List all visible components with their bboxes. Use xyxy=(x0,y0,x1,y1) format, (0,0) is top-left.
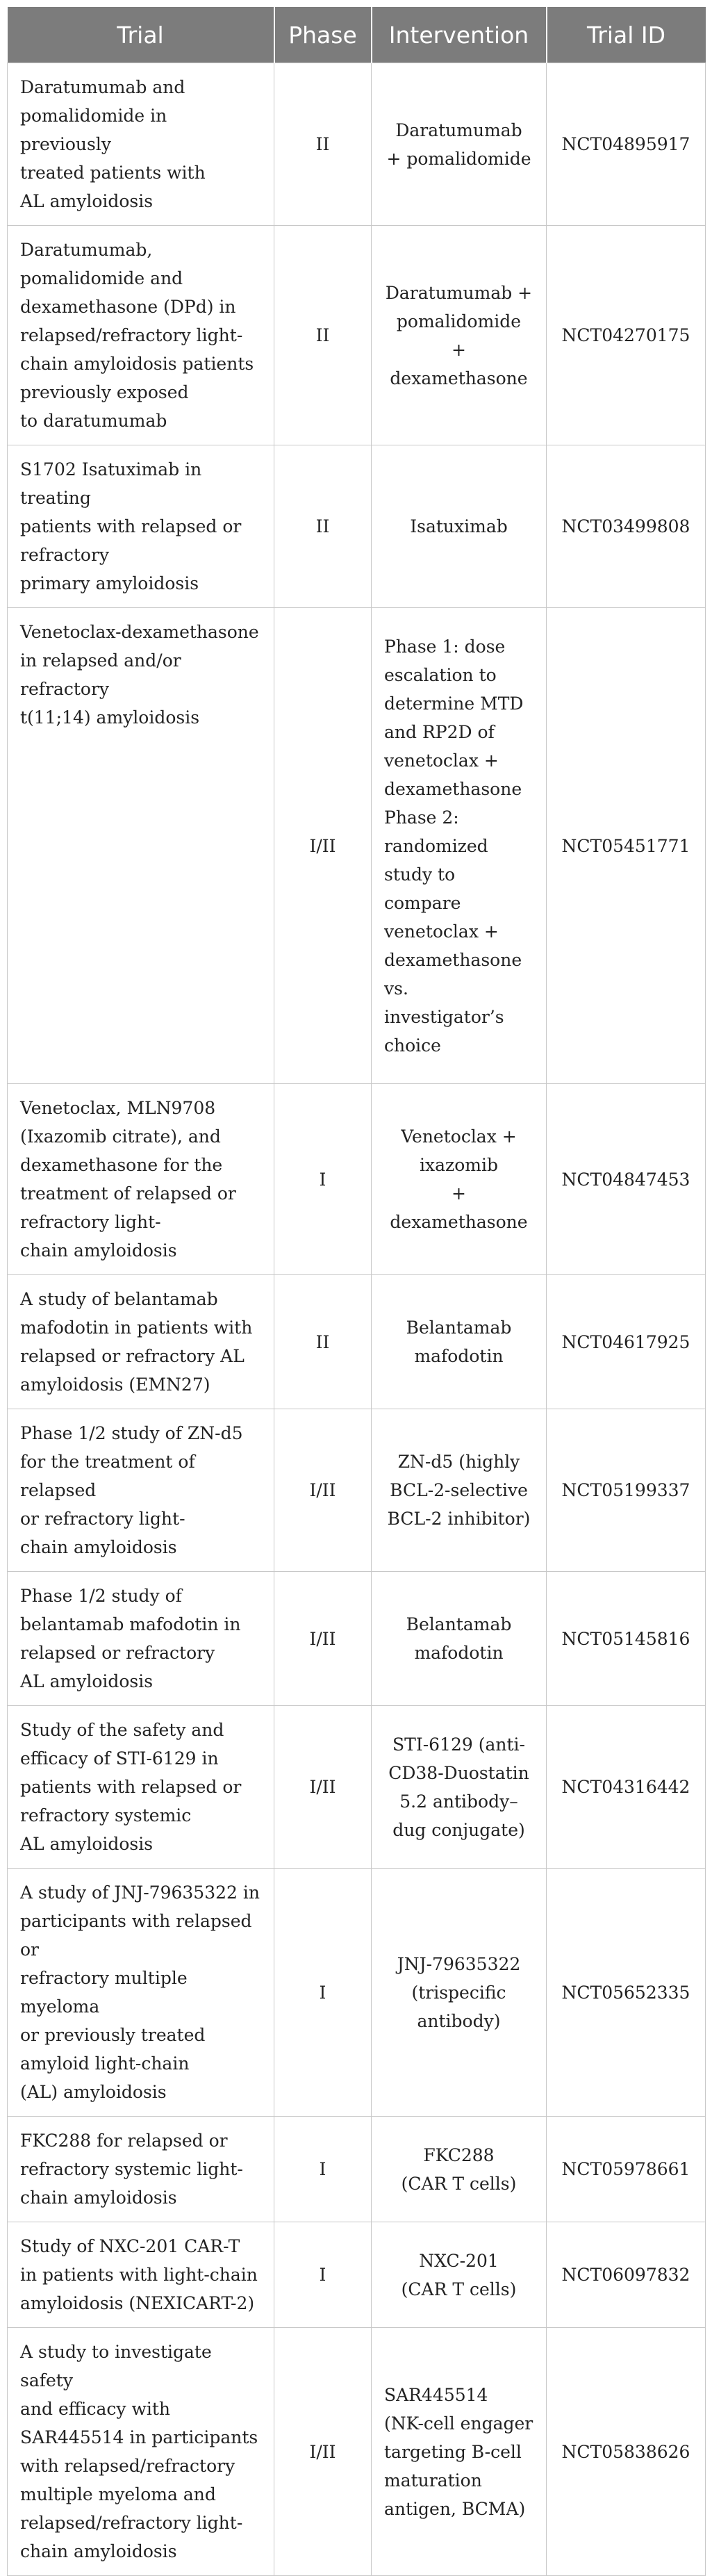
header-intervention: Intervention xyxy=(372,7,547,63)
trial-id-cell: NCT03499808 xyxy=(547,445,706,608)
intervention-cell xyxy=(372,1706,547,1869)
intervention-cell-line: choice xyxy=(384,1035,441,1056)
phase-cell: I xyxy=(274,2222,372,2328)
trial-id-cell: NCT05199337 xyxy=(547,1409,706,1572)
intervention-cell-line: ixazomib xyxy=(420,1155,498,1175)
trial-name-cell-line: dexamethasone for the xyxy=(20,1155,223,1175)
table-row xyxy=(8,226,706,445)
trial-name-cell-line: refractory xyxy=(20,545,110,565)
header-phase: Phase xyxy=(274,7,372,63)
trial-name-cell-line: or previously treated xyxy=(20,2025,206,2045)
trial-name-cell-line: multiple myeloma and xyxy=(20,2484,216,2504)
trial-name-cell-line xyxy=(20,903,261,931)
intervention-cell-line: targeting B-cell xyxy=(384,2441,522,2462)
intervention-cell xyxy=(372,445,547,608)
trial-name-cell-line: refractory multiple myeloma xyxy=(20,1968,188,2017)
trial-name-cell-line xyxy=(20,789,261,817)
trial-name-cell-line: in patients with light-chain xyxy=(20,2265,258,2285)
trial-id-cell: NCT05145816 xyxy=(547,1572,706,1706)
intervention-cell-line: antibody) xyxy=(417,2010,501,2031)
trial-id-cell: NCT05451771 xyxy=(547,608,706,1084)
trial-name-cell-line: for the treatment of relapsed xyxy=(20,1452,195,1500)
intervention-cell-line: dexamethasone xyxy=(384,778,522,799)
intervention-cell-line: ZN-d5 (highly xyxy=(397,1452,520,1472)
table-body xyxy=(8,63,706,2576)
intervention-cell-line: mafodotin xyxy=(414,1346,504,1366)
table-header xyxy=(8,7,706,63)
trial-name-cell-line: amyloidosis (EMN27) xyxy=(20,1375,210,1395)
intervention-cell xyxy=(372,1869,547,2117)
trial-name-cell-line: chain amyloidosis xyxy=(20,1240,177,1261)
trial-id-cell: NCT05978661 xyxy=(547,2117,706,2222)
intervention-cell-line: antigen, BCMA) xyxy=(384,2498,526,2519)
header-trial: Trial xyxy=(8,7,274,63)
table-row xyxy=(8,445,706,608)
trial-id-cell: NCT04316442 xyxy=(547,1706,706,1869)
table-row xyxy=(8,1275,706,1409)
trial-name-cell-line: refractory systemic light- xyxy=(20,2159,243,2179)
table-row xyxy=(8,63,706,226)
trial-name-cell-line: AL amyloidosis xyxy=(20,1834,154,1854)
trial-name-cell xyxy=(8,1409,274,1572)
intervention-cell-line: Venetoclax + xyxy=(401,1126,517,1147)
table-row xyxy=(8,1706,706,1869)
trial-name-cell xyxy=(8,445,274,608)
intervention-cell-line: determine MTD xyxy=(384,693,524,714)
trial-name-cell-line: FKC288 for relapsed or xyxy=(20,2131,228,2151)
trial-id-cell: NCT04617925 xyxy=(547,1275,706,1409)
trial-name-cell-line: chain amyloidosis xyxy=(20,2541,177,2561)
trial-name-cell-line: mafodotin in patients with xyxy=(20,1318,253,1338)
phase-cell: II xyxy=(274,226,372,445)
trial-name-cell xyxy=(8,1275,274,1409)
intervention-cell-line: CD38-Duostatin xyxy=(388,1762,529,1783)
intervention-cell-line: mafodotin xyxy=(414,1643,504,1663)
trial-name-cell-line: (Ixazomib citrate), and xyxy=(20,1126,221,1147)
trial-name-cell-line xyxy=(20,1045,261,1074)
trial-id-cell: NCT05838626 xyxy=(547,2328,706,2576)
intervention-cell-line: + dexamethasone xyxy=(390,339,528,388)
trial-name-cell-line: patients with relapsed or xyxy=(20,516,242,536)
intervention-cell-line: NXC-201 xyxy=(419,2250,499,2271)
table-row xyxy=(8,1084,706,1275)
trial-name-cell-line: A study to investigate safety xyxy=(20,2342,212,2390)
table-row xyxy=(8,2117,706,2222)
intervention-cell-line: 5.2 antibody– xyxy=(399,1791,518,1812)
intervention-cell xyxy=(372,226,547,445)
trial-id-cell: NCT04270175 xyxy=(547,226,706,445)
trial-name-cell-line: treated patients with xyxy=(20,163,206,183)
trial-name-cell-line: chain amyloidosis xyxy=(20,2188,177,2208)
intervention-cell-line: and RP2D of xyxy=(384,721,495,742)
header-trial-id: Trial ID xyxy=(547,7,706,63)
trial-name-cell-line: Phase 1/2 study of xyxy=(20,1586,182,1606)
trial-name-cell xyxy=(8,2117,274,2222)
intervention-cell-line: escalation to xyxy=(384,664,497,685)
trial-name-cell-line: pomalidomide in previously xyxy=(20,106,167,154)
trial-id-cell: NCT04847453 xyxy=(547,1084,706,1275)
trial-name-cell xyxy=(8,226,274,445)
trial-name-cell-line xyxy=(20,960,261,988)
intervention-cell-line: + dexamethasone xyxy=(390,1183,528,1232)
intervention-cell-line: randomized xyxy=(384,835,488,856)
intervention-cell xyxy=(372,2117,547,2222)
trial-name-cell-line: with relapsed/refractory xyxy=(20,2456,235,2476)
trial-name-cell-line: chain amyloidosis xyxy=(20,1537,177,1557)
intervention-cell-line: study to compare xyxy=(384,864,461,913)
phase-cell: I/II xyxy=(274,2328,372,2576)
intervention-cell-line: maturation xyxy=(384,2470,482,2491)
trial-name-cell-line xyxy=(20,732,261,760)
trial-name-cell-line: or refractory light- xyxy=(20,1509,185,1529)
intervention-cell-line: Daratumumab xyxy=(395,120,522,140)
trial-name-cell-line: relapsed/refractory light- xyxy=(20,325,243,345)
trial-id-cell: NCT05652335 xyxy=(547,1869,706,2117)
intervention-cell-line: venetoclax + xyxy=(384,750,499,771)
intervention-cell-line: STI-6129 (anti- xyxy=(392,1734,525,1755)
trial-name-cell-line: Study of the safety and xyxy=(20,1720,224,1740)
trial-name-cell xyxy=(8,1706,274,1869)
intervention-cell-line: pomalidomide xyxy=(396,311,522,331)
intervention-cell-line: FKC288 xyxy=(423,2144,495,2165)
trial-name-cell xyxy=(8,608,274,1084)
trial-name-cell-line: primary amyloidosis xyxy=(20,573,199,593)
phase-cell: I xyxy=(274,1869,372,2117)
trial-name-cell-line: t(11;14) amyloidosis xyxy=(20,707,200,728)
intervention-cell-line: investigator’s xyxy=(384,1006,504,1027)
trial-name-cell xyxy=(8,63,274,226)
trial-name-cell-line xyxy=(20,988,261,1017)
trial-name-cell-line: A study of belantamab xyxy=(20,1289,218,1309)
intervention-cell xyxy=(372,2328,547,2576)
trial-name-cell-line: (AL) amyloidosis xyxy=(20,2082,167,2102)
intervention-cell-line: Phase 1: dose xyxy=(384,636,506,657)
intervention-cell-line: + pomalidomide xyxy=(386,148,531,169)
trial-name-cell-line: dexamethasone (DPd) in xyxy=(20,297,236,317)
intervention-cell-line: vs. xyxy=(384,978,408,999)
intervention-cell-line: dexamethasone xyxy=(384,949,522,970)
intervention-cell-line: SAR445514 xyxy=(384,2384,488,2405)
trial-name-cell-line: Study of NXC-201 CAR-T xyxy=(20,2236,240,2256)
trial-name-cell-line: previously exposed xyxy=(20,382,189,402)
trial-name-cell-line xyxy=(20,846,261,874)
table-row xyxy=(8,1409,706,1572)
intervention-cell xyxy=(372,1275,547,1409)
intervention-cell-line: (trispecific xyxy=(411,1982,506,2003)
trial-name-cell-line: A study of JNJ-79635322 in xyxy=(20,1882,260,1903)
header-row xyxy=(8,7,706,63)
intervention-cell xyxy=(372,1084,547,1275)
trial-name-cell-line: and efficacy with xyxy=(20,2399,171,2419)
phase-cell: I/II xyxy=(274,1409,372,1572)
phase-cell: I xyxy=(274,2117,372,2222)
phase-cell: I xyxy=(274,1084,372,1275)
trial-name-cell-line: efficacy of STI-6129 in xyxy=(20,1748,219,1769)
trial-name-cell-line xyxy=(20,1017,261,1045)
trial-name-cell-line: refractory systemic xyxy=(20,1805,192,1826)
trial-name-cell-line: patients with relapsed or xyxy=(20,1777,242,1797)
phase-cell: II xyxy=(274,63,372,226)
trial-name-cell-line: relapsed or refractory AL xyxy=(20,1346,245,1366)
intervention-cell-line: Isatuximab xyxy=(410,516,508,536)
intervention-cell xyxy=(372,1572,547,1706)
trial-name-cell-line: Venetoclax-dexamethasone xyxy=(20,622,259,642)
trial-name-cell-line: in relapsed and/or refractory xyxy=(20,650,181,699)
trial-name-cell-line xyxy=(20,931,261,960)
trial-name-cell-line xyxy=(20,817,261,846)
trial-id-cell: NCT06097832 xyxy=(547,2222,706,2328)
trial-name-cell-line xyxy=(20,874,261,903)
trial-id-cell: NCT04895917 xyxy=(547,63,706,226)
intervention-cell xyxy=(372,608,547,1084)
phase-cell: I/II xyxy=(274,1706,372,1869)
intervention-cell xyxy=(372,63,547,226)
trial-name-cell-line: refractory light- xyxy=(20,1212,161,1232)
trial-name-cell-line: AL amyloidosis xyxy=(20,191,154,211)
trial-name-cell-line: relapsed/refractory light- xyxy=(20,2513,243,2533)
trial-name-cell xyxy=(8,1084,274,1275)
trial-name-cell-line: AL amyloidosis xyxy=(20,1671,154,1691)
phase-cell: I/II xyxy=(274,1572,372,1706)
trial-name-cell xyxy=(8,1572,274,1706)
trial-name-cell xyxy=(8,2222,274,2328)
intervention-cell-line: (CAR T cells) xyxy=(401,2173,517,2194)
trial-name-cell xyxy=(8,1869,274,2117)
trial-name-cell-line: participants with relapsed or xyxy=(20,1911,252,1960)
trial-name-cell-line: amyloid light-chain xyxy=(20,2053,190,2074)
phase-cell: II xyxy=(274,1275,372,1409)
trial-name-cell-line xyxy=(20,760,261,789)
table-row xyxy=(8,2328,706,2576)
intervention-cell xyxy=(372,2222,547,2328)
intervention-cell-line: (CAR T cells) xyxy=(401,2279,517,2299)
intervention-cell-line: Phase 2: xyxy=(384,807,459,828)
trial-name-cell-line: amyloidosis (NEXICART-2) xyxy=(20,2293,255,2313)
intervention-cell-line: (NK-cell engager xyxy=(384,2413,533,2434)
trial-name-cell xyxy=(8,2328,274,2576)
intervention-cell-line: Daratumumab + xyxy=(385,282,533,303)
trial-name-cell-line: belantamab mafodotin in xyxy=(20,1614,241,1634)
trial-name-cell-line: Venetoclax, MLN9708 xyxy=(20,1098,216,1118)
intervention-cell-line: BCL-2 inhibitor) xyxy=(387,1509,531,1529)
trial-name-cell-line: Phase 1/2 study of ZN-d5 xyxy=(20,1423,243,1443)
clinical-trials-table xyxy=(7,7,706,2576)
table-row xyxy=(8,608,706,1084)
intervention-cell-line: Belantamab xyxy=(406,1318,512,1338)
trial-name-cell-line: treatment of relapsed or xyxy=(20,1183,236,1204)
trial-name-cell-line: S1702 Isatuximab in treating xyxy=(20,459,202,508)
intervention-cell-line: JNJ-79635322 xyxy=(397,1953,521,1974)
intervention-cell-line: venetoclax + xyxy=(384,921,499,942)
trial-name-cell-line: SAR445514 in participants xyxy=(20,2427,258,2447)
intervention-cell-line: dug conjugate) xyxy=(392,1819,525,1840)
trial-name-cell-line: to daratumumab xyxy=(20,411,167,431)
intervention-cell xyxy=(372,1409,547,1572)
table-row xyxy=(8,1572,706,1706)
trial-name-cell-line: relapsed or refractory xyxy=(20,1643,215,1663)
trial-name-cell-line: Daratumumab, xyxy=(20,240,153,260)
phase-cell: I/II xyxy=(274,608,372,1084)
trial-name-cell-line: chain amyloidosis patients xyxy=(20,354,254,374)
trial-name-cell-line: Daratumumab and xyxy=(20,77,185,97)
trial-name-cell-line: pomalidomide and xyxy=(20,268,183,288)
phase-cell: II xyxy=(274,445,372,608)
intervention-cell-line: BCL-2-selective xyxy=(390,1480,528,1500)
intervention-cell-line: Belantamab xyxy=(406,1614,512,1634)
table-row xyxy=(8,2222,706,2328)
table-row xyxy=(8,1869,706,2117)
